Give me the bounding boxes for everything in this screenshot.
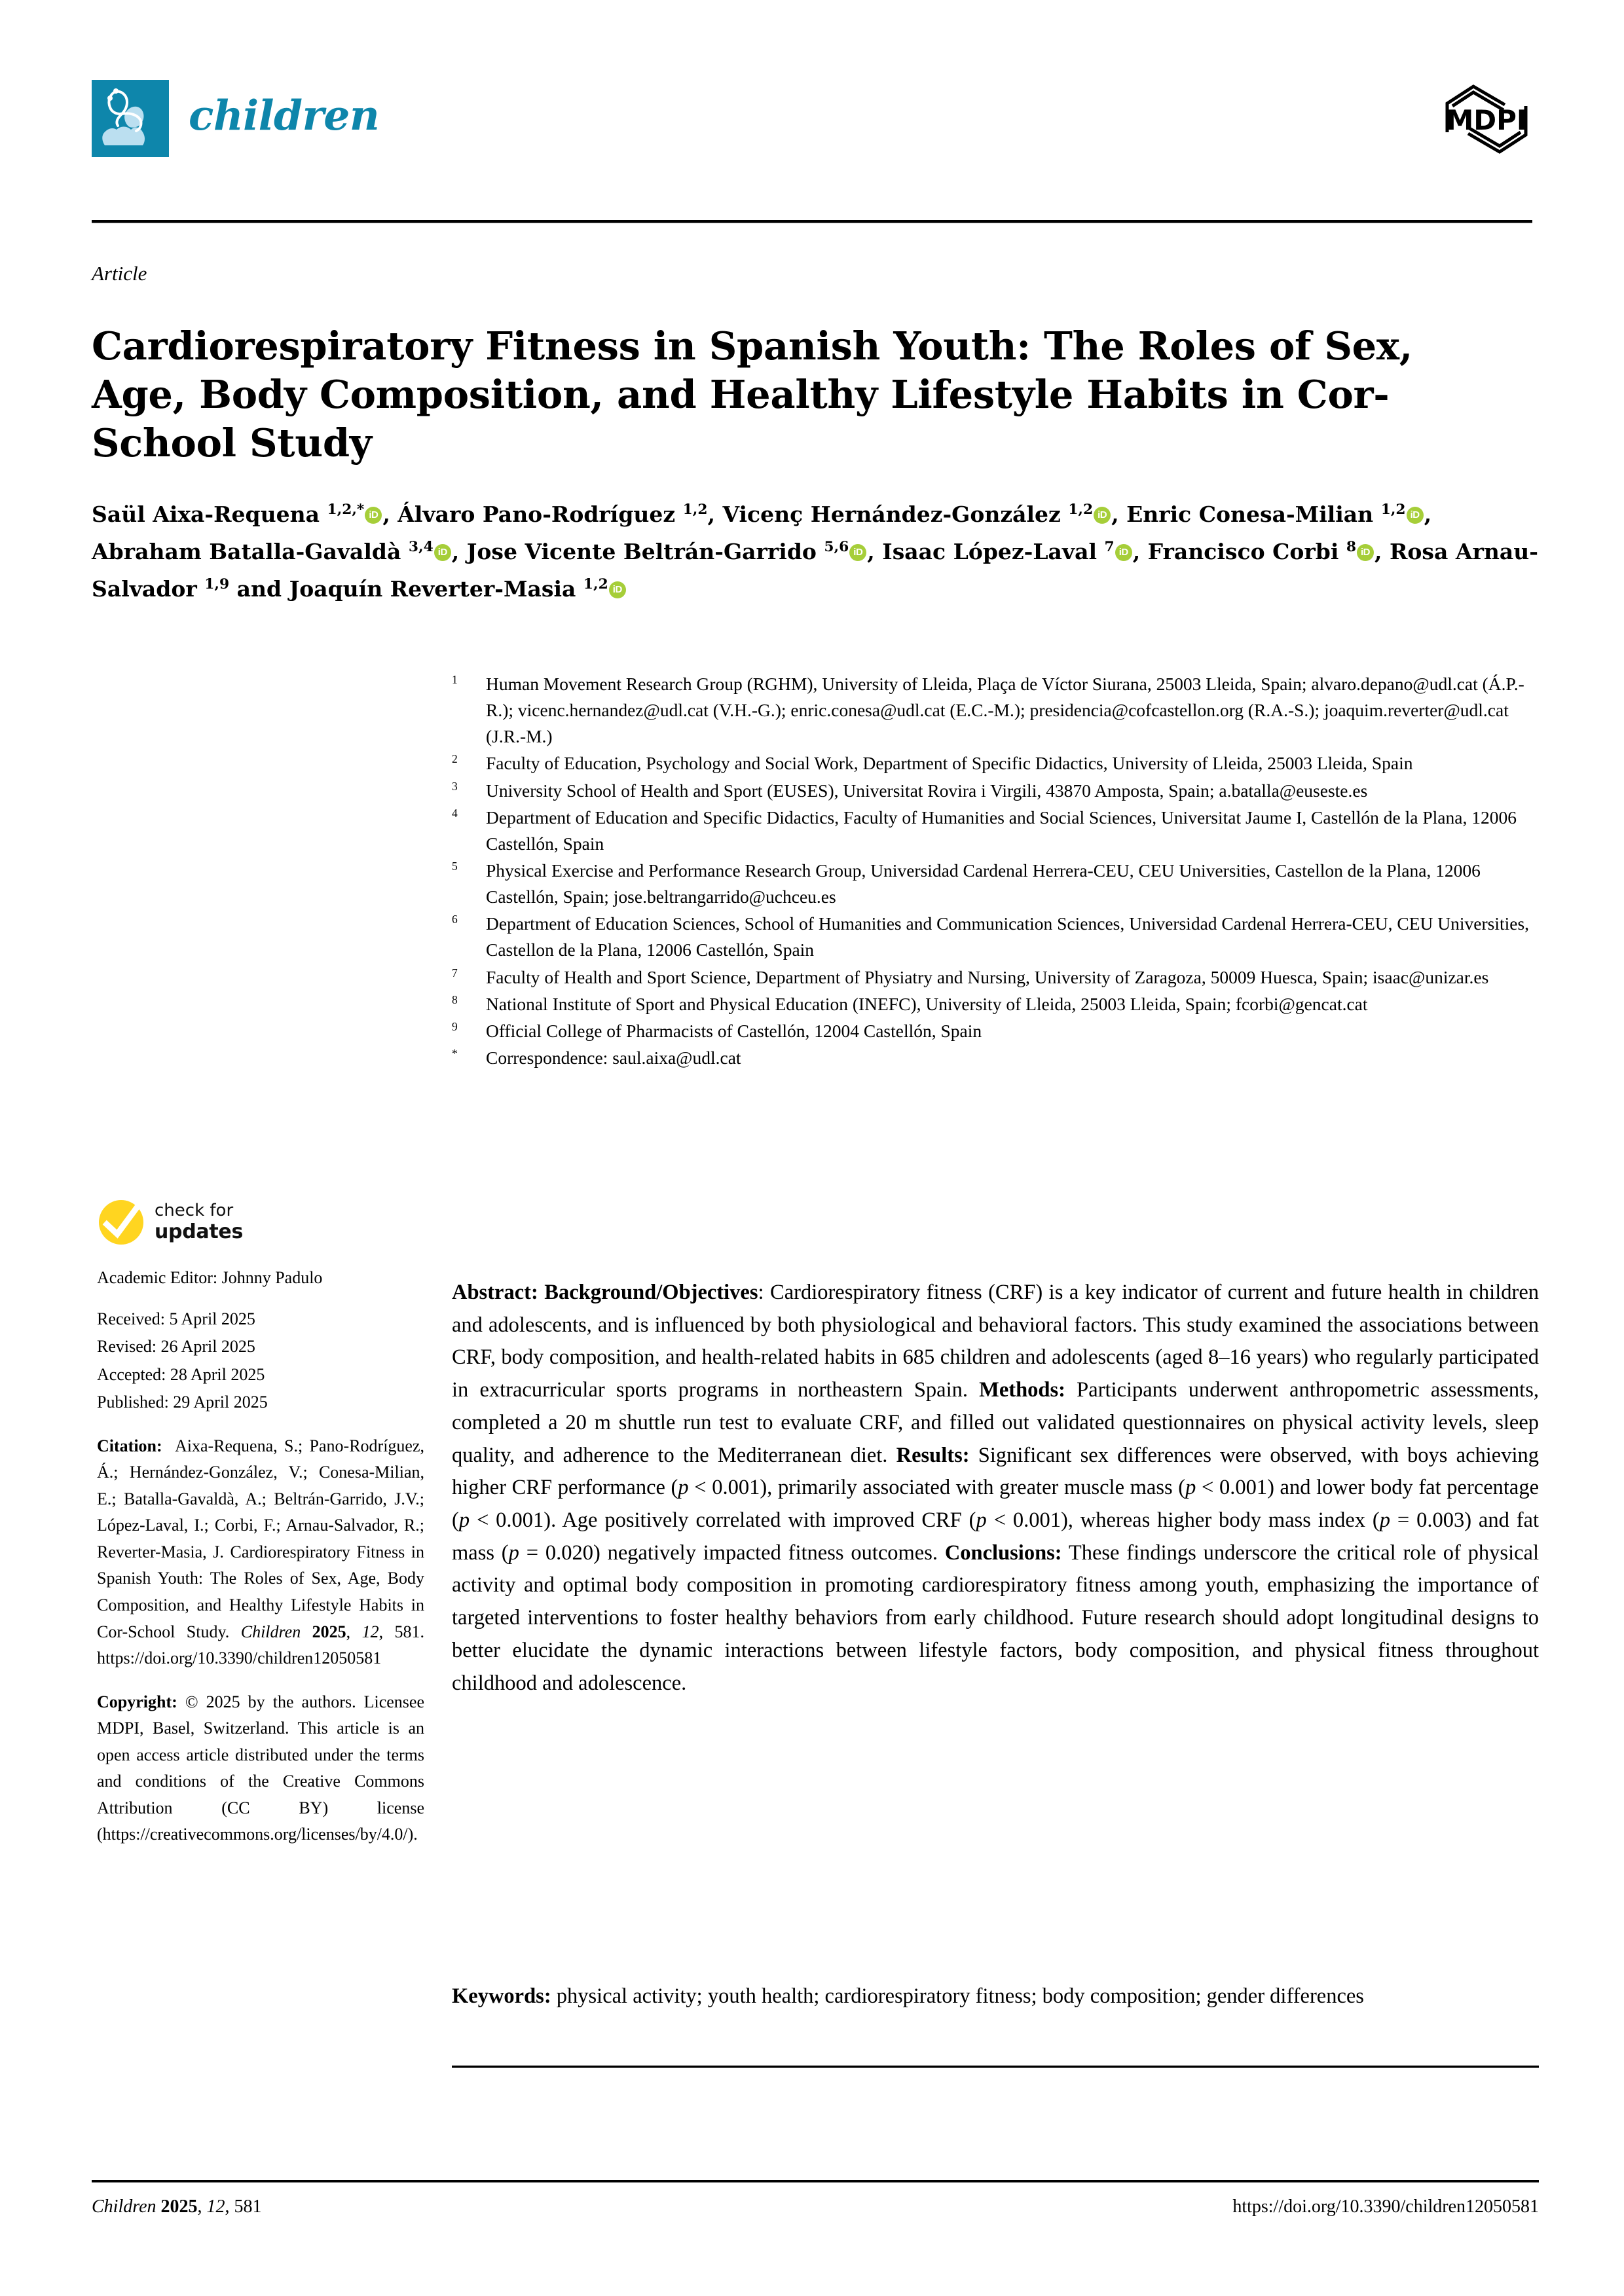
keywords-values: physical activity; youth health; cardiorespiratory fitness; body composition; gender differences <box>551 1984 1364 2008</box>
author-affiliation-marker: 8 <box>1346 538 1357 555</box>
citation-block: Citation: Aixa-Requena, S.; Pano-Rodríguez, Á.; Hernández-González, V.; Conesa-Milian, E.; Batalla-Gavaldà, A.; Beltrán-Garrido, J.V.; López-Laval, I.; Corbi, F.; Arnau-Salvador, R.; Reverter-Masia, J. Cardiorespiratory Fitness in Spanish Youth: The Roles of Sex, Age, Body Composition, and Healthy Lifestyle Habits in Cor-School Study. Children 2025, 12, 581. https://doi.org/10.3390/children12050581 <box>97 1436 425 1668</box>
author-affiliation-marker: 7 <box>1104 538 1115 555</box>
author-name: Joaquín Reverter-Masia <box>289 575 576 602</box>
affiliation-text: Official College of Pharmacists of Castellón, 12004 Castellón, Spain <box>486 1020 982 1041</box>
affiliation-number: 4 <box>452 806 458 820</box>
author-affiliation-marker: 1,2 <box>1068 501 1094 518</box>
affiliation-item <box>452 911 1539 963</box>
affiliation-text: Correspondence: saul.aixa@udl.cat <box>486 1047 741 1068</box>
citation-volume: 12 <box>361 1622 379 1641</box>
affiliation-text: Faculty of Health and Sport Science, Department of Physiatry and Nursing, University of Zaragoza, 50009 Huesca, Spain; isaac@unizar.es <box>486 966 1489 987</box>
affiliation-number: 7 <box>452 966 458 979</box>
affiliation-item <box>452 858 1539 910</box>
affiliation-number: 6 <box>452 913 458 926</box>
affiliation-text: Department of Education and Specific Didactics, Faculty of Humanities and Social Sciences, Universitat Jaume I, Castellón de la Plana, 12006 Castellón, Spain <box>486 807 1517 854</box>
footer-divider <box>92 2180 1539 2183</box>
author-affiliation-marker: 1,9 <box>204 575 230 592</box>
journal-brand <box>92 80 379 157</box>
footer-doi-link[interactable]: https://doi.org/10.3390/children12050581 <box>1232 2196 1539 2217</box>
abstract-text <box>452 1277 1539 1700</box>
footer-year: 2025 <box>160 2196 198 2217</box>
publication-date: Received: 5 April 2025 <box>97 1309 255 1328</box>
sidebar <box>97 1197 424 1848</box>
author-affiliation-marker: 1,2,* <box>327 501 365 518</box>
keywords-divider <box>452 2066 1539 2068</box>
article-type-label: Article <box>92 262 147 285</box>
citation-doi[interactable]: https://doi.org/10.3390/children12050581 <box>97 1649 382 1668</box>
affiliation-number: 2 <box>452 752 458 766</box>
keywords-label: Keywords: <box>452 1984 551 2008</box>
updates-line-2: updates <box>155 1220 243 1243</box>
footer-citation: Children 2025, 12, 581 <box>92 2196 262 2217</box>
affiliation-item <box>452 991 1539 1017</box>
children-journal-logo-icon <box>92 80 169 157</box>
abstract-heading-results: Results: <box>896 1443 970 1467</box>
footer-journal: Children <box>92 2196 157 2217</box>
orcid-icon[interactable] <box>1357 544 1374 561</box>
affiliation-list <box>452 671 1539 1072</box>
footer-article-number: 581 <box>234 2196 262 2217</box>
affiliation-text: University School of Health and Sport (EUSES), Universitat Rovira i Virgili, 43870 Amposta, Spain; a.batalla@euseste.es <box>486 780 1368 801</box>
page-title: Cardiorespiratory Fitness in Spanish Youth: The Roles of Sex, Age, Body Composition, and Healthy Lifestyle Habits in Cor-School Study <box>92 323 1412 466</box>
author-list: Saül Aixa-Requena $^{1,2,*}$ iD , Álvaro Pano-Rodríguez $^{1,2}$, Vicenç Hernández-González $^{1,2}$ iD , Enric Conesa-Milian $^{1,2}$ iD , Abraham Batalla-Gavaldà $^{3,4}$ iD , Jose Vicente Beltrán-Garrido $^{5,6}$ iD , Isaac López-Laval $^7$ iD , Francisco Corbi $^8$ iD , Rosa Arnau-Salvador $^{1,9}$ and Joaquín Reverter-Masia $^{1,2}$iD <box>92 496 1539 608</box>
header-divider <box>92 220 1532 223</box>
citation-title: Cardiorespiratory Fitness in Spanish Youth: The Roles of Sex, Age, Body Composition, and Healthy Lifestyle Habits in Cor-School Study. <box>97 1542 425 1641</box>
academic-editor-text: Academic Editor: Johnny Padulo <box>97 1268 323 1287</box>
citation-label: Citation: <box>97 1436 162 1455</box>
publication-date: Published: 29 April 2025 <box>97 1393 268 1412</box>
orcid-icon[interactable] <box>609 581 626 598</box>
abstract-results: Significant sex differences were observed, with boys achieving higher CRF performance (p < 0.001), primarily associated with greater muscle mass (p < 0.001) and lower body fat percentage (p < 0.001). Age positively correlated with improved CRF (p < 0.001), whereas higher body mass index (p = 0.003) and fat mass (p = 0.020) negatively impacted fitness outcomes. <box>452 1443 1539 1565</box>
publication-date: Revised: 26 April 2025 <box>97 1337 255 1357</box>
orcid-icon[interactable] <box>1407 507 1424 524</box>
abstract-label: Abstract: <box>452 1281 538 1304</box>
author-name: Saül Aixa-Requena <box>92 501 320 527</box>
updates-line-1: check for <box>155 1201 234 1221</box>
mdpi-logo-icon <box>1434 80 1539 158</box>
affiliation-number: 3 <box>452 779 458 793</box>
affiliation-number: 1 <box>452 673 458 686</box>
affiliation-number: 9 <box>452 1019 458 1033</box>
affiliation-text: Faculty of Education, Psychology and Social Work, Department of Specific Didactics, University of Lleida, 25003 Lleida, Spain <box>486 753 1413 774</box>
author-affiliation-marker: 1,2 <box>583 575 608 592</box>
orcid-icon[interactable] <box>365 507 382 524</box>
affiliation-item <box>452 805 1539 857</box>
citation-year: 2025 <box>312 1622 346 1641</box>
affiliation-number: 5 <box>452 859 458 873</box>
author-name: Álvaro Pano-Rodríguez <box>397 501 676 527</box>
author-name: Enric Conesa-Milian <box>1126 501 1374 527</box>
citation-authors: Aixa-Requena, S.; Pano-Rodríguez, Á.; Hernández-González, V.; Conesa-Milian, E.; Batalla-Gavaldà, A.; Beltrán-Garrido, J.V.; López-Laval, I.; Corbi, F.; Arnau-Salvador, R.; Reverter-Masia, J. <box>97 1436 424 1561</box>
affiliation-text: Human Movement Research Group (RGHM), University of Lleida, Plaça de Víctor Siurana, 25003 Lleida, Spain; alvaro.depano@udl.cat (Á.P.-R.); vicenc.hernandez@udl.cat (V.H.-G.); enric.conesa@udl.cat (E.C.-M.); presidencia@cofcastellon.org (R.A.-S.); joaquim.reverter@udl.cat (J.R.-M.) <box>486 674 1524 747</box>
affiliation-number: 8 <box>452 993 458 1006</box>
citation-article-number: 581 <box>394 1622 420 1641</box>
affiliation-item <box>452 1018 1539 1044</box>
affiliation-text: Department of Education Sciences, School of Humanities and Communication Sciences, Universidad Cardenal Herrera-CEU, CEU Universities, Castellon de la Plana, 12006 Castellón, Spain <box>486 913 1530 960</box>
page-footer <box>92 2196 1539 2217</box>
check-for-updates-badge[interactable] <box>97 1197 424 1248</box>
author-affiliation-marker: 5,6 <box>824 538 849 555</box>
author-name: Jose Vicente Beltrán-Garrido <box>466 538 817 564</box>
abstract-heading-conclusions: Conclusions: <box>944 1540 1062 1565</box>
copyright-label: Copyright: <box>97 1692 177 1711</box>
abstract-conclusions: These findings underscore the critical role of physical activity and optimal body composition in promoting cardiorespiratory fitness among youth, emphasizing the importance of targeted interventions to foster healthy behaviors from early childhood. Future research should adopt longitudinal designs to better elucidate the dynamic interactions between lifestyle factors, body composition, and physical fitness throughout childhood and adolescence. <box>452 1540 1539 1695</box>
publication-dates <box>97 1306 424 1416</box>
academic-editor <box>97 1265 424 1292</box>
affiliation-item <box>452 1045 1539 1071</box>
copyright-block <box>97 1689 424 1848</box>
orcid-icon[interactable] <box>849 544 866 561</box>
author-name: Rosa Arnau-Salvador <box>92 538 1538 602</box>
orcid-icon[interactable] <box>1094 507 1111 524</box>
publication-date: Accepted: 28 April 2025 <box>97 1364 265 1384</box>
affiliation-number: * <box>452 1046 458 1060</box>
abstract-background: : Cardiorespiratory fitness (CRF) is a key indicator of current and future health in children and adolescents, and is influenced by both physiological and behavioral factors. This study examined the associations between CRF, body composition, and health-related habits in 685 children and adolescents (aged 8–16 years) who regularly participated in extracurricular sports programs in northeastern Spain. <box>452 1281 1539 1402</box>
abstract-heading-background: Background/Objectives <box>544 1281 758 1304</box>
masthead <box>92 80 1539 172</box>
author-affiliation-marker: 1,2 <box>1380 501 1406 518</box>
orcid-icon[interactable] <box>1115 544 1132 561</box>
author-affiliation-marker: 1,2 <box>682 501 708 518</box>
affiliation-item <box>452 750 1539 776</box>
author-affiliation-marker: 3,4 <box>408 538 434 555</box>
check-circle-icon <box>97 1198 145 1247</box>
journal-title: children <box>189 90 380 139</box>
copyright-text: © 2025 by the authors. Licensee MDPI, Basel, Switzerland. This article is an open access article distributed under the terms and conditions of the Creative Commons Attribution (CC BY) license (https://creativecommons.org/licenses/by/4.0/). <box>97 1692 424 1844</box>
check-for-updates-label <box>155 1201 243 1243</box>
author-name: Abraham Batalla-Gavaldà <box>92 538 401 564</box>
author-name: Isaac López-Laval <box>882 538 1098 564</box>
footer-volume: 12 <box>206 2196 225 2217</box>
citation-journal: Children <box>240 1622 301 1641</box>
affiliation-text: Physical Exercise and Performance Research Group, Universidad Cardenal Herrera-CEU, CEU Universities, Castellon de la Plana, 12006 Castellón, Spain; jose.beltrangarrido@uchceu.es <box>486 860 1481 907</box>
svg-text:MDPI: MDPI <box>1446 104 1527 136</box>
author-name: Vicenç Hernández-González <box>722 501 1061 527</box>
author-name: Francisco Corbi <box>1147 538 1339 564</box>
abstract-heading-methods: Methods: <box>979 1378 1065 1402</box>
orcid-icon[interactable] <box>434 544 451 561</box>
affiliation-item <box>452 778 1539 804</box>
affiliation-item <box>452 964 1539 991</box>
affiliation-item <box>452 671 1539 750</box>
abstract-methods: Participants underwent anthropometric assessments, completed a 20 m shuttle run test to evaluate CRF, and filled out validated questionnaires on physical activity levels, sleep quality, and adherence to the Mediterranean diet. <box>452 1378 1539 1467</box>
affiliation-text: National Institute of Sport and Physical Education (INEFC), University of Lleida, 25003 Lleida, Spain; fcorbi@gencat.cat <box>486 993 1368 1014</box>
keywords-text <box>452 1980 1539 2013</box>
